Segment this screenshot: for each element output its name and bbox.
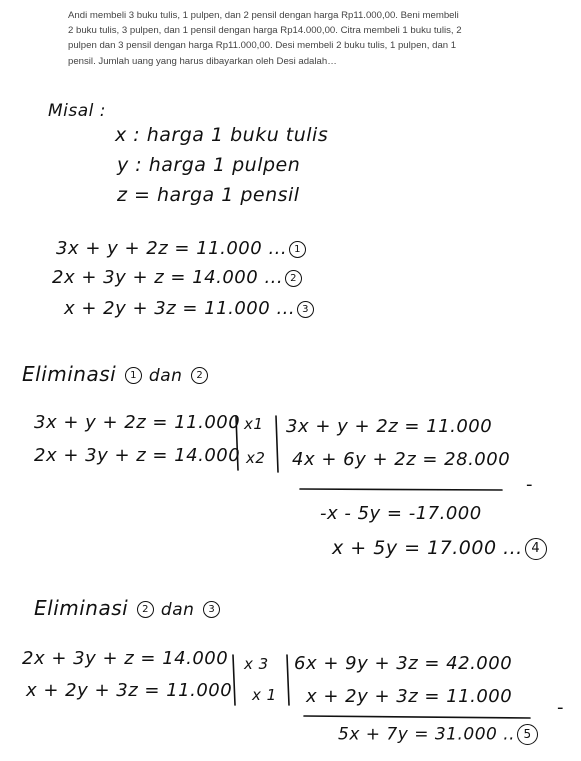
equation-2-number: 2 [285,270,302,287]
def-z: z = harga 1 pensil [117,184,300,206]
equation-2-text: 2x + 3y + z = 14.000 ... [52,267,284,288]
elim1-title: Eliminasi [22,362,117,386]
equation-3-number: 3 [297,301,314,318]
elim1-right-2: 4x + 6y + 2z = 28.000 [292,449,511,470]
question-text: Andi membeli 3 buku tulis, 1 pulpen, dan 2 pensil dengan harga Rp11.000,00. Beni membeli 2 buku tulis, 3 pulpen, dan 1 pensil dengan harga Rp14.000,00. Citra membeli 1 buku tulis, 2 pulpen dan 3 pensil dengan harga Rp11.000,00. Desi membeli 2 buku tulis, 1 pulpen, dan 1 pensil. Jumlah uang yang harus dibayarkan oleh Desi adalah… [68,10,462,67]
elim2-right-2: x + 2y + 3z = 11.000 [306,686,513,707]
elim1-underline [300,489,502,490]
elim2-title: Eliminasi [34,596,129,620]
elim2-result-number: 5 [517,724,538,745]
elim2-mult-2: x 1 [252,686,277,704]
elim2-result-text: 5x + 7y = 31.000 .. [338,724,516,745]
elim2-underline [304,716,530,718]
elim2-minus: - [557,697,564,718]
elim1-right-1: 3x + y + 2z = 11.000 [286,416,493,437]
elim1-final-number: 4 [525,538,547,560]
elim1-separator-left [236,416,238,470]
equation-1-number: 1 [289,241,306,258]
elim2-right-1: 6x + 9y + 3z = 42.000 [294,653,513,674]
equation-3-text: x + 2y + 3z = 11.000 ... [64,298,296,319]
misal-heading: Misal : [48,101,107,121]
elim1-left-1: 3x + y + 2z = 11.000 [34,412,241,433]
equation-1-text: 3x + y + 2z = 11.000 ... [56,238,288,259]
elim1-circle-b: 2 [191,367,208,384]
elim2-mult-1: x 3 [244,655,269,673]
elim2-separator-right [287,655,289,705]
elim2-separator-left [233,655,235,705]
elim1-result: -x - 5y = -17.000 [320,503,482,524]
elim2-left-2: x + 2y + 3z = 11.000 [26,680,233,701]
elim1-separator-right [276,416,278,472]
elim2-circle-a: 2 [137,601,154,618]
elim1-final-text: x + 5y = 17.000 ... [332,537,523,559]
def-x: x : harga 1 buku tulis [115,124,329,146]
elim1-conj: dan [148,366,183,386]
elim1-minus: - [526,474,533,495]
def-y: y : harga 1 pulpen [117,154,301,176]
elim1-circle-a: 1 [125,367,142,384]
elim1-left-2: 2x + 3y + z = 14.000 [34,445,241,466]
elim1-mult-2: x2 [246,449,266,467]
elim2-left-1: 2x + 3y + z = 14.000 [22,648,229,669]
elim1-mult-1: x1 [244,415,264,433]
elim2-conj: dan [160,600,195,620]
elim2-circle-b: 3 [203,601,220,618]
